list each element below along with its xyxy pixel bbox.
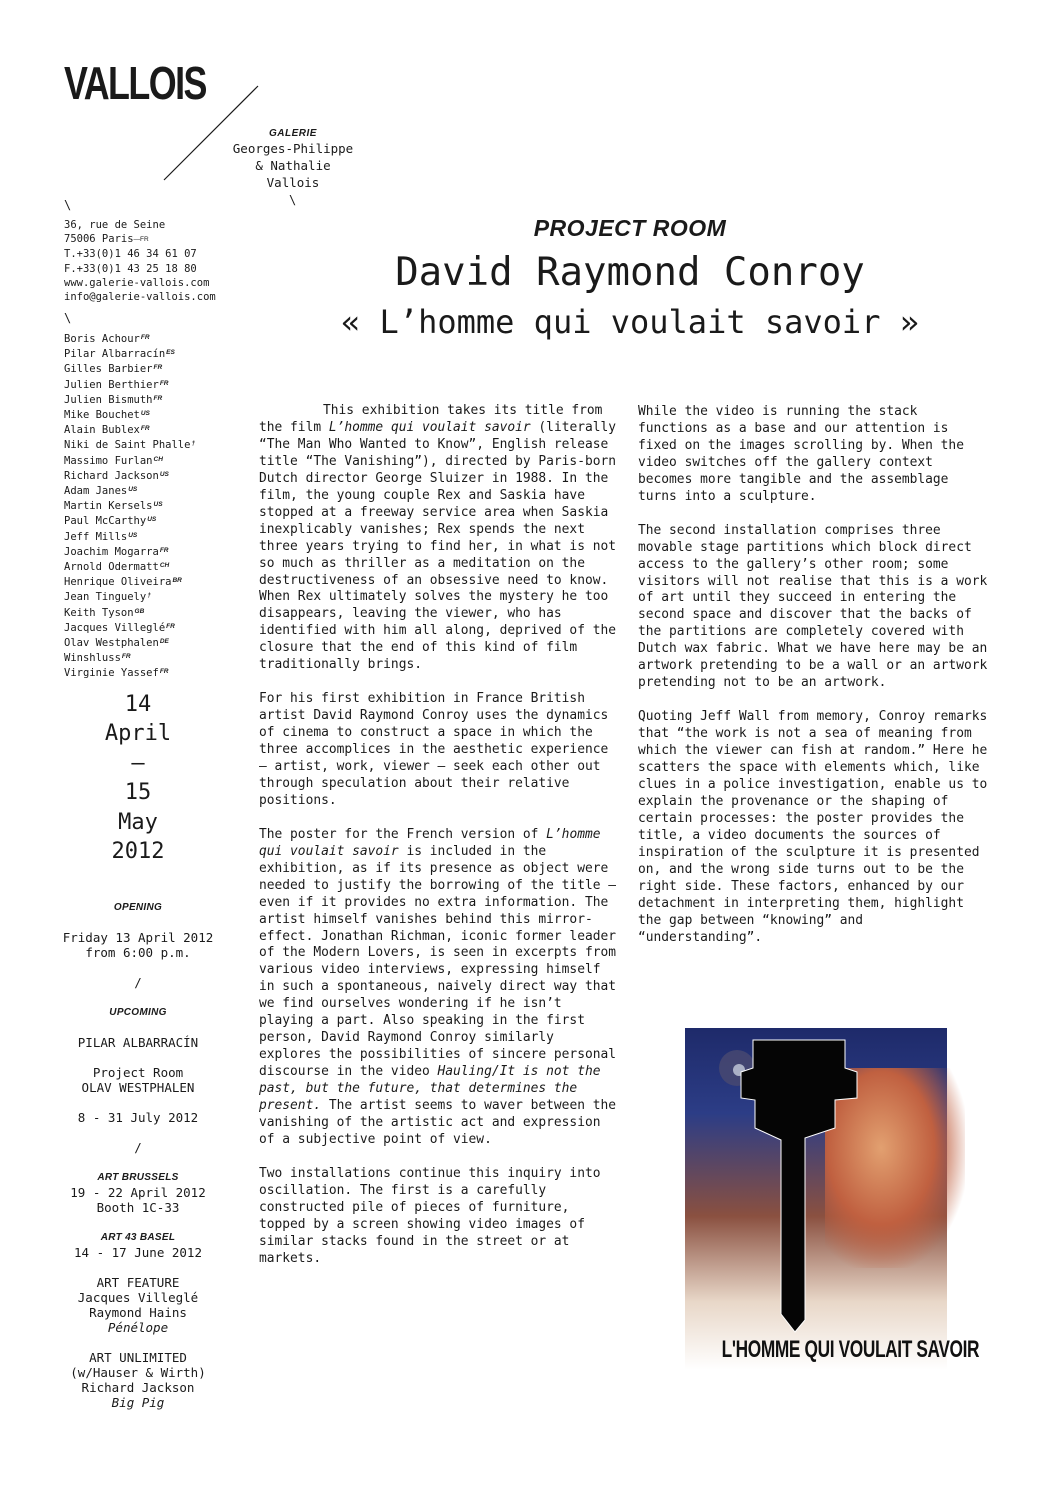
country-code: ES [166,349,175,357]
opening-line: from 6:00 p.m. [85,945,191,960]
art-unlimited-artist: Richard Jackson [81,1380,195,1395]
body-column-right [638,404,993,963]
body-column-left [259,403,621,1285]
project-room-label: Project Room [92,1065,184,1080]
country-code: FR [166,622,175,630]
country-code: FR [159,379,169,387]
gallery-logo: VALLOIS [64,57,206,109]
artist-name-text: Julien Berthier [64,378,159,391]
artist-list-item [64,665,244,680]
art-feature-artist: Raymond Hains [89,1305,187,1320]
gallery-address [64,218,244,304]
country-code: — [133,236,141,244]
artist-list-item [64,605,244,620]
country-code: FR [121,653,131,661]
country-code: US [128,486,138,494]
address-web[interactable]: www.galerie-vallois.com [64,276,210,289]
artist-list-item [64,559,244,574]
artist-name-text: Virginie Yassef [64,667,159,680]
address-fax: F.+33(0)1 43 25 18 80 [64,262,197,275]
address-street: 36, rue de Seine [64,219,166,231]
poster-title: L'HOMME QUI VOULAIT SAVOIR [721,1336,980,1363]
artist-name-text: Paul McCarthy [64,515,147,528]
galerie-name-line: Vallois [266,175,320,190]
art-brussels-dates: 19 - 22 April 2012 [70,1185,206,1200]
country-code: CH [153,455,163,463]
artist-name-text: Alain Bublex [64,424,140,437]
artist-list-item [64,422,244,437]
art-brussels-booth: Booth 1C-33 [96,1200,180,1215]
artist-name-text: Keith Tyson [64,606,134,619]
paragraph: While the video is running the stack functions as a base and our attention is fixed on the images scrolling by. When the video switches off the gallery context becomes more tangible and the assemblage turns into a sculpture. [638,404,964,504]
artist-name-text: Henrique Oliveira [64,576,172,589]
artist-list-item [64,589,244,604]
artist-name-text: Gilles Barbier [64,363,153,376]
end-month: May [118,809,158,835]
artist-name-text: Mike Bouchet [64,409,140,422]
paragraph: Quoting Jeff Wall from memory, Conroy remarks that “the work is not a sea of meaning from which the viewer can fish at random.” Here he scatters the space with elements which, like clues in a police investigation, enable us to explain the provenance or the shaping of certain processes: the poster provides the title, a video documents the sources of inspiration of the sculpture it is presented on, and the wrong side turns out to be the right side. These factors, enhanced by our detachment in interpreting them, highlight the gap between “knowing” and “understanding”. [638,709,988,945]
artist-list-item [64,361,244,376]
address-city: 75006 Paris—FR [64,233,149,246]
country-code: BR [172,577,182,585]
artist-list-item [64,620,244,635]
start-day: 14 [124,692,152,717]
upcoming-artist: PILAR ALBARRACÍN [77,1035,199,1050]
tick-mark: \ [289,193,297,207]
paragraph: The poster for the French version of L’homme qui voulait savoir is included in the exhibition, as if its presence as object were needed to justify the borrowing of the title – even if it provides no extra information. The artist himself vanishes behind this mirror-effect. Jonathan Richman, iconic former leader of the Modern Lovers, is seen in excerpts from various video interviews, expressing himself in such a spontaneous, naively direct way that we find ourselves wondering if he isn’t playing a part. Also speaking in the first person, David Raymond Conroy similarly explores the possibilities of sincere personal discourse in the video Hauling/It is not the past, but the future, that determines the present. The artist seems to waver between the vanishing of the artistic act and expression of a subjective point of view. [259,826,617,1147]
artist-name-text: Adam Janes [64,485,128,498]
artist-name-text: Joachim Mogarra [64,545,159,558]
artist-list-item [64,635,244,650]
artist-name-text: Martin Kersels [64,500,153,513]
art-basel-dates: 14 - 17 June 2012 [74,1245,202,1260]
artist-list-item [64,437,244,452]
country-code: FR [140,425,150,433]
poster-silhouette [685,1028,980,1370]
artist-name-text: Niki de Saint Phalle [64,439,191,452]
country-code: US [128,531,138,539]
artist-list-item [64,513,244,528]
separator: / [134,1140,142,1155]
paragraph: The second installation comprises three movable stage partitions which block direct access to the gallery’s other room; some visitors will not realise that this is a work of art until they succeed in entering the second space and discover that the backs of the partitions are completely covered with Dutch wax fabric. What we have here may be an artwork pretending to be a wall or an artwork pretending not to be an artwork. [638,522,988,691]
artist-list-item [64,453,244,468]
paragraph: For his first exhibition in France British artist David Raymond Conroy uses the dynamics of cinema to construct a space in which the three accomplices in the aesthetic experience – artist, work, viewer – seek each other out through speculation about their relative positions. [259,691,609,808]
artist-name-text: Pilar Albarracín [64,348,166,361]
end-day: 15 [124,780,152,806]
artist-name-text: Jeff Mills [64,530,128,543]
upcoming-heading: UPCOMING [109,1007,167,1018]
galerie-name-line: Georges-Philippe [232,141,354,156]
country-code: GB [134,607,145,615]
artist-list-item [64,468,244,483]
country-code: † [191,440,196,448]
artist-list-item [64,392,244,407]
artist-name-text: Julien Bismuth [64,393,153,406]
tick-mark: \ [64,311,72,325]
upcoming-dates: 8 - 31 July 2012 [77,1110,199,1125]
opening-line: Friday 13 April 2012 [62,930,214,945]
paragraph: Two installations continue this inquiry into oscillation. The first is a carefully constructed pile of pieces of furniture, topped by a screen showing video images of similar stacks found in the street or at markets. [259,1165,601,1266]
artist-list-item [64,407,244,422]
country-code: † [147,592,151,600]
tick-mark: \ [64,198,72,212]
film-poster-image [685,1028,980,1370]
country-code: FR [159,668,169,676]
artist-name-text: Winshluss [64,652,121,665]
start-month: April [104,721,172,747]
artist-list-item [64,650,244,665]
country-code: US [159,470,169,478]
project-room-artist: OLAV WESTPHALEN [81,1080,195,1095]
exhibition-title: « L’homme qui voulait savoir » [341,303,919,341]
separator: / [134,975,142,990]
art-unlimited-with: (w/Hauser & Wirth) [70,1365,206,1380]
country-code: US [153,501,163,509]
artist-list-item [64,331,244,346]
country-code: US [147,516,157,524]
art-unlimited-work: Big Pig [111,1395,165,1410]
artist-name-text: Olav Westphalen [64,637,159,650]
country-code: FR [140,334,150,341]
galerie-name-line: & Nathalie [255,158,331,173]
country-code: FR [153,394,163,402]
art-unlimited-heading: ART UNLIMITED [89,1350,187,1365]
artist-name-text: Boris Achour [64,333,140,345]
artist-list-item [64,483,244,498]
artist-name-text: Richard Jackson [64,469,159,482]
artist-name-text: Arnold Odermatt [64,561,159,574]
artist-name-text: Jacques Villeglé [64,621,166,634]
artist-name-text: Massimo Furlan [64,454,153,467]
galerie-names [222,128,364,191]
art-feature-work: Pénélope [107,1320,169,1335]
artist-list-item [64,498,244,513]
country-code: DE [159,638,169,646]
section-heading: PROJECT ROOM [533,215,727,241]
paragraph: This exhibition takes its title from the film L’homme qui voulait savoir (literally “The Man Who Wanted to Know”, English release title “The Vanishing”), directed by Paris-born Dutch director George Sluizer in 1988. In the film, the young couple Rex and Saskia have stopped at a freeway service area when Saskia inexplicably vanishes; Rex spends the next three years trying to find her, in what is not so much as thriller as a meditation on the destructiveness of an obsessive need to know. When Rex ultimately solves the mystery he too disappears, leaving the viewer, who has identified with him all along, deprived of the closure that the end of this kind of film traditionally brings. [259,403,617,673]
artist-list [64,331,244,681]
artist-name-text: Jean Tinguely [64,591,147,604]
country-code: FR [153,364,163,372]
art-feature-heading: ART FEATURE [96,1275,180,1290]
country-code: FR [159,546,169,554]
art-brussels-heading: ART BRUSSELS [97,1172,179,1183]
address-tel: T.+33(0)1 46 34 61 07 [64,248,197,261]
country-code: US [140,410,150,418]
art-basel-heading: ART 43 BASEL [100,1232,176,1243]
artist-list-item [64,574,244,589]
date-dash: – [131,750,145,776]
exhibition-dates [56,690,220,866]
country-code: CH [159,562,170,570]
side-info [56,900,220,1410]
artist-list-item [64,346,244,361]
art-feature-artist: Jacques Villeglé [77,1290,199,1305]
artist-name: David Raymond Conroy [395,250,865,295]
artist-list-item [64,377,244,392]
address-email[interactable]: info@galerie-vallois.com [64,291,216,304]
opening-heading: OPENING [113,902,163,913]
galerie-label: GALERIE [269,128,317,139]
year: 2012 [111,839,165,865]
artist-list-item [64,544,244,559]
artist-list-item [64,529,244,544]
